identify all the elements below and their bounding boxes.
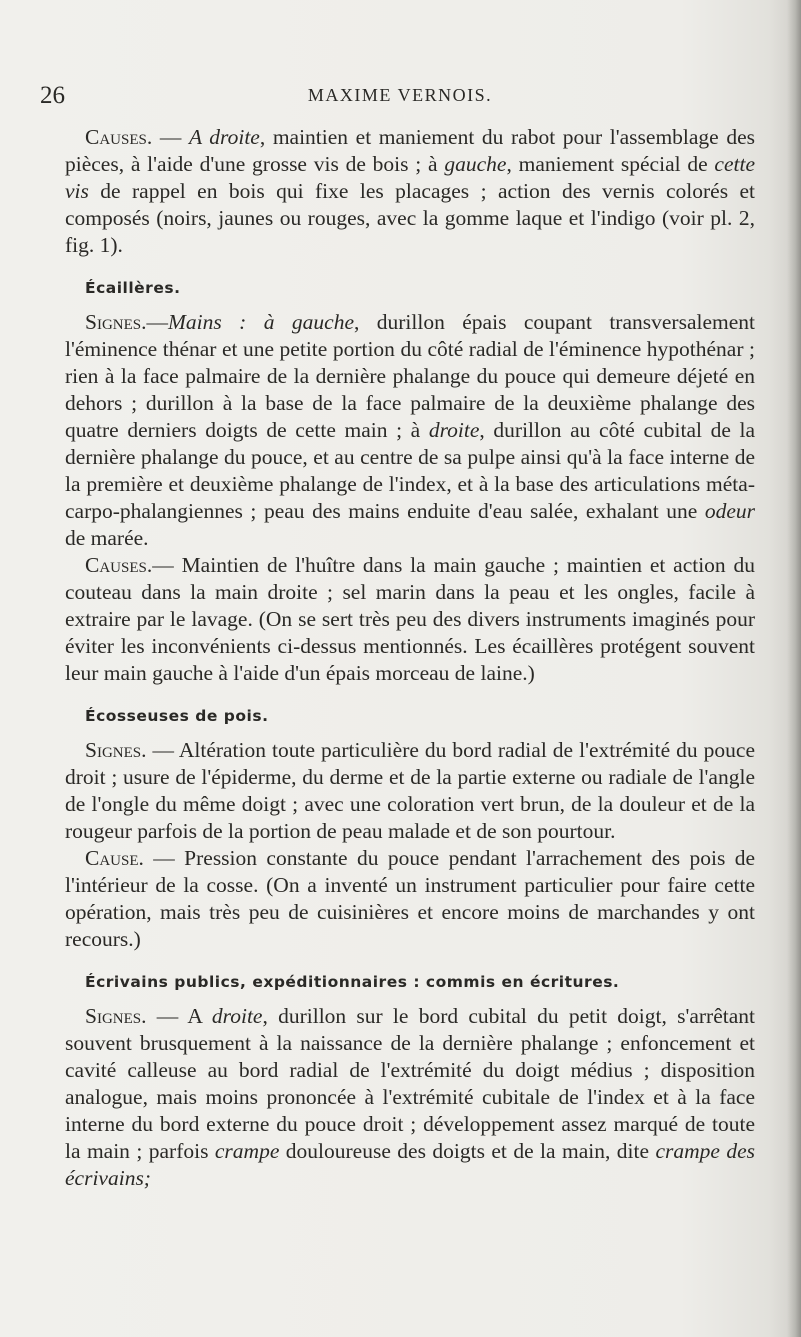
text-run: de marée. [65,526,149,550]
italic-text: A droite [188,125,260,149]
italic-text: gauche [444,152,507,176]
dash-separator: — [152,125,189,149]
text-run: , durillon épais coupant transversalement l'éminence thénar et une petite portion du côté radial de l'éminence hypothénar ; rien à la face palmaire de la dernière phalange du pouce qui demeure déjeté en dehors ; durillon à la base de la face palmaire de la deuxième phalange des quatre derniers doigts de cette main ; à [65,310,755,442]
page-number: 26 [40,82,65,109]
italic-text: odeur [704,499,755,523]
dash-separator: — [146,738,179,762]
page-body [65,124,755,1192]
italic-text: cette vis [65,152,755,203]
paragraph [65,552,755,687]
italic-text: droite [428,418,480,442]
paragraph-lead: Signes. [85,1004,147,1028]
paragraph-lead: Cause. [85,846,144,870]
paragraph [65,1003,755,1192]
text-run: Altération toute particulière du bord radial de l'extrémité du pouce droit ; usure de l'épiderme, du derme et de la partie externe ou radiale de l'angle de l'ongle du même doigt ; avec une coloration vert brun, de la douleur et de la rougeur parfois de la portion de peau malade et de son pourtour. [65,738,755,843]
section-heading: Écrivains publics, expéditionnaires : commis en écritures. [85,973,620,991]
paragraph-lead: Causes. [85,125,153,149]
text-run: , durillon au côté cubital de la dernière phalange du pouce, et au centre de sa pulpe ainsi qu'à la face interne de la première et deuxième phalange de l'index, et à la base des articulations méta-carpo-phalangiennes ; peau des mains enduite d'eau salée, exhalant une [65,418,756,523]
text-run: douloureuse des doigts et de la main, dite [279,1139,656,1163]
paragraph [65,737,755,845]
text-run: , maniement spécial de [506,152,715,176]
paragraph-lead: Signes. [85,738,147,762]
text-run: , durillon sur le bord cubital du petit doigt, s'arrêtant souvent brusquement à la naissance de la dernière phalange ; enfoncement et cavité calleuse au bord radial de l'extrémité du doigt médius ; disposition analogue, mais moins prononcée à l'extrémité cubitale de l'index et à la face interne du bord externe du pouce droit ; développement assez marqué de toute la main ; parfois [65,1004,755,1163]
paragraph [65,124,755,259]
dash-separator: — [143,846,185,870]
page-header [40,80,760,112]
running-head: MAXIME VERNOIS. [307,85,493,105]
text-run: , maintien et maniement du rabot pour l'assemblage des pièces, à l'aide d'une grosse vis de bois ; à [65,125,755,176]
italic-text: Mains : à gauche [168,310,354,334]
paragraph [65,309,755,552]
section-heading: Écaillères. [85,279,181,297]
text-run: A [187,1004,212,1028]
italic-text: crampe [214,1139,280,1163]
paragraph-lead: Signes. [85,310,147,334]
text-run: de rappel en bois qui fixe les placages ; action des vernis colorés et composés (noirs, jaunes ou rouges, avec la gomme laque et l'indigo (voir pl. 2, fig. 1). [65,179,755,257]
italic-text: droite [211,1004,263,1028]
dash-separator: — [146,310,168,334]
italic-text: crampe des écrivains; [65,1139,756,1190]
page-edge-shadow [787,0,801,1337]
dash-separator: — [146,1004,188,1028]
paragraph [65,845,755,953]
text-run: Maintien de l'huître dans la main gauche ; maintien et action du couteau dans la main droite ; sel marin dans la peau et les ongles, facile à extraire par le lavage. (On se sert très peu des divers instruments imaginés pour éviter les inconvénients ci-dessus mentionnés. Les écaillères protégent souvent leur main gauche à l'aide d'un épais morceau de laine.) [65,553,755,685]
section-heading: Écosseuses de pois. [85,707,269,725]
paragraph-lead: Causes. [85,553,153,577]
text-run: Pression constante du pouce pendant l'arrachement des pois de l'intérieur de la cosse. (On a inventé un instrument particulier pour faire cette opération, mais très peu de cuisinières et encore moins de marchandes y ont recours.) [65,846,756,951]
dash-separator: — [152,553,182,577]
